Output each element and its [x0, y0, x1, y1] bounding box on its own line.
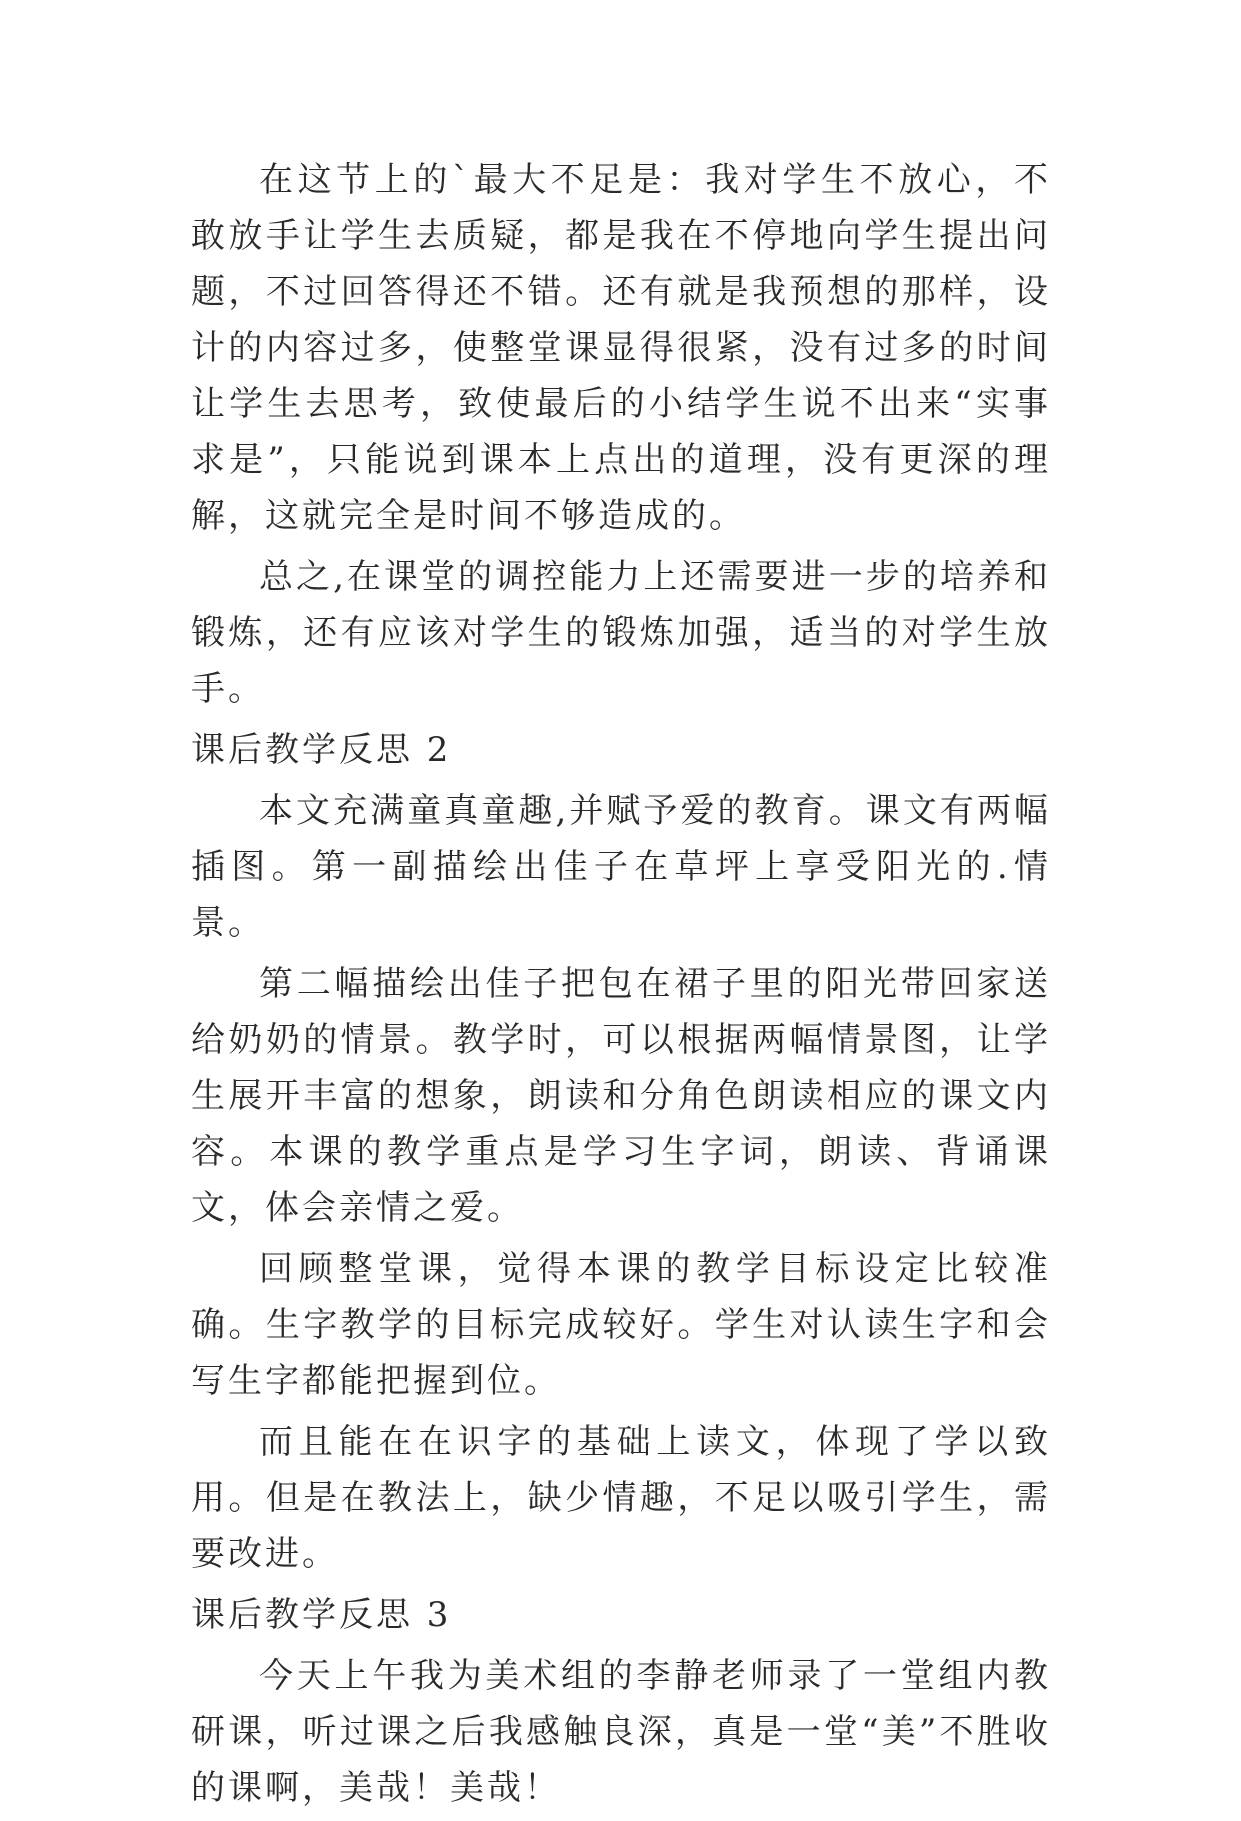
paragraph-5: 回顾整堂课，觉得本课的教学目标设定比较准确。生字教学的目标完成较好。学生对认读生字和会写生字都能把握到位。	[191, 1249, 1051, 1401]
paragraph-1: 在这节上的`最大不足是：我对学生不放心，不敢放手让学生去质疑，都是我在不停地向学生提出问题，不过回答得还不错。还有就是我预想的那样，设计的内容过多，使整堂课显得很紧，没有过多的时间让学生去思考，致使最后的小结学生说不出来“实事求是”，只能说到课本上点出的道理，没有更深的理解，这就完全是时间不够造成的。	[191, 160, 1051, 536]
paragraph-6: 而且能在在识字的基础上读文，体现了学以致用。但是在教法上，缺少情趣，不足以吸引学生，需要改进。	[191, 1422, 1051, 1574]
paragraph-4: 第二幅描绘出佳子把包在裙子里的阳光带回家送给奶奶的情景。教学时，可以根据两幅情景图，让学生展开丰富的想象，朗读和分角色朗读相应的课文内容。本课的教学重点是学习生字词，朗读、背诵课文，体会亲情之爱。	[191, 964, 1051, 1228]
paragraph-7: 今天上午我为美术组的李静老师录了一堂组内教研课，听过课之后我感触良深，真是一堂“美”不胜收的课啊，美哉！美哉！	[191, 1656, 1051, 1808]
paragraph-2: 总之,在课堂的调控能力上还需要进一步的培养和锻炼，还有应该对学生的锻炼加强，适当的对学生放手。	[191, 557, 1051, 709]
section-heading-2: 课后教学反思 2	[191, 730, 452, 770]
document-body	[191, 152, 1051, 1821]
section-heading-3: 课后教学反思 3	[191, 1595, 452, 1635]
paragraph-3: 本文充满童真童趣,并赋予爱的教育。课文有两幅插图。第一副描绘出佳子在草坪上享受阳光的.情景。	[191, 791, 1051, 943]
